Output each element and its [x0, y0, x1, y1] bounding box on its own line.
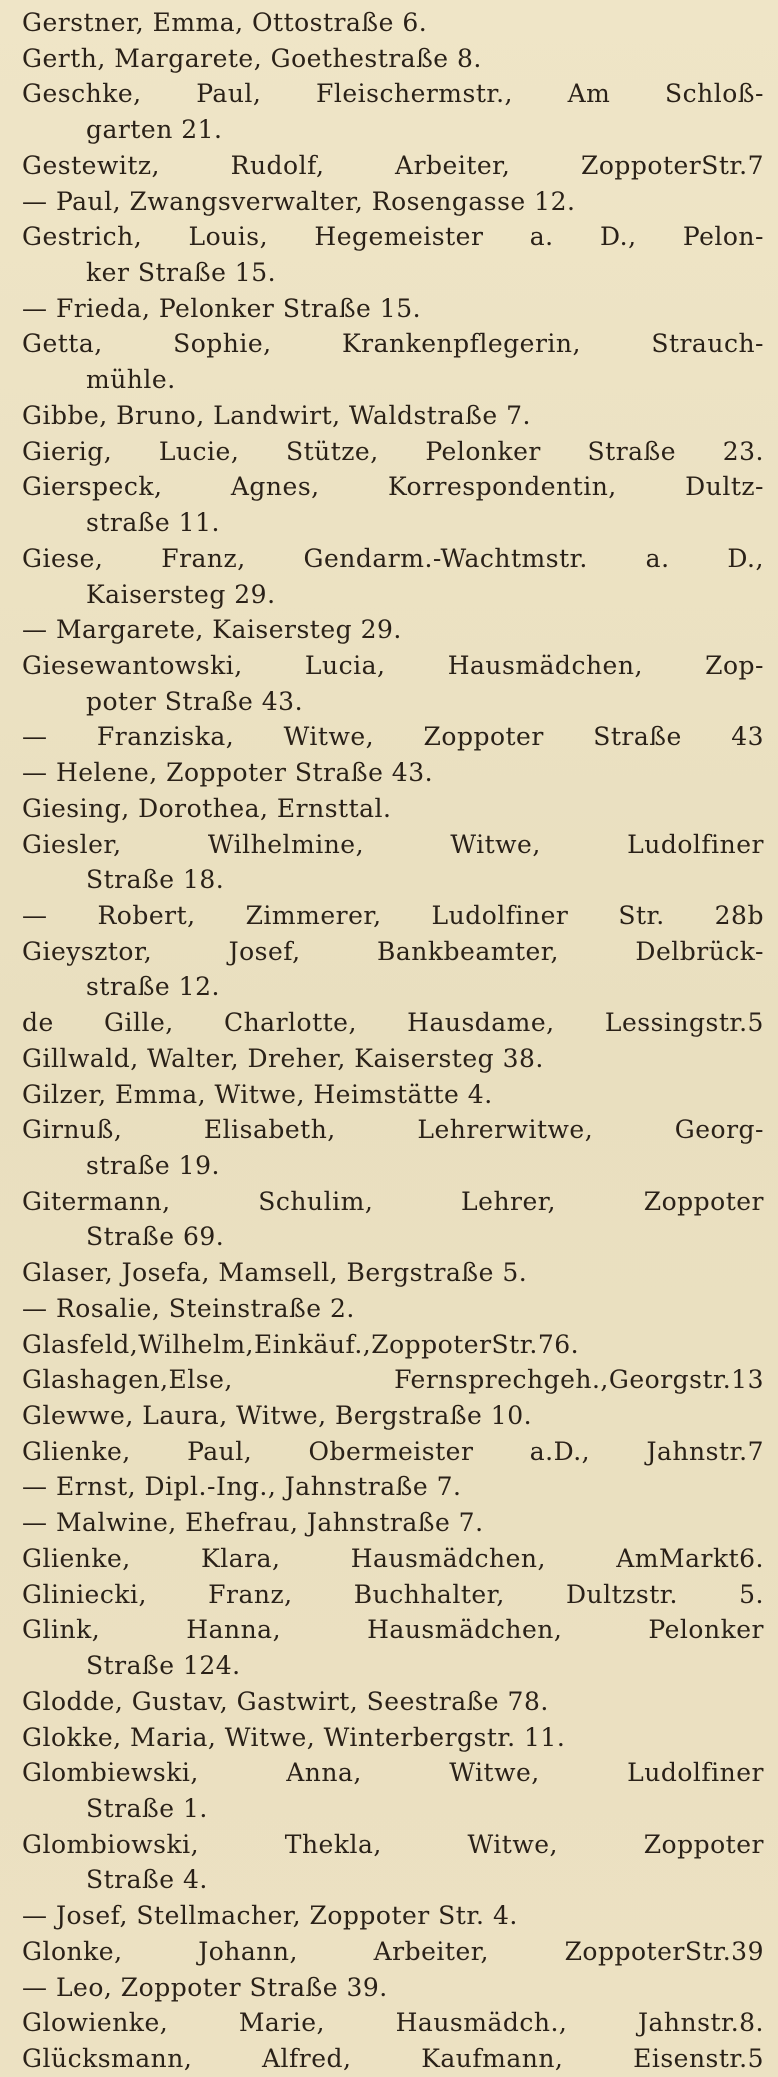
- entry-continuation-line: Kaisersteg 29.: [86, 579, 276, 609]
- directory-entry-line: Gierspeck, Agnes, Korrespondentin, Dultz-: [22, 472, 764, 502]
- directory-entry-line: Giese, Franz, Gendarm.-Wachtmstr. a. D.,: [22, 543, 764, 573]
- directory-entry-line: Gitermann, Schulim, Lehrer, Zoppoter: [22, 1186, 764, 1216]
- directory-entry-line: Gierig, Lucie, Stütze, Pelonker Straße 23.: [22, 436, 764, 466]
- directory-entry-line: Glombiewski, Anna, Witwe, Ludolfiner: [22, 1758, 764, 1788]
- directory-entry-line: Girnuß, Elisabeth, Lehrerwitwe, Georg-: [22, 1115, 764, 1145]
- directory-entry-line: Glaser, Josefa, Mamsell, Bergstraße 5.: [22, 1258, 528, 1288]
- directory-entry-line: Glasfeld,Wilhelm,Einkäuf.,ZoppoterStr.76.: [22, 1329, 580, 1359]
- directory-entry-line: Glonke, Johann, Arbeiter, ZoppoterStr.39: [22, 1936, 764, 1966]
- directory-entry-line: Gestewitz, Rudolf, Arbeiter, ZoppoterStr.7: [22, 150, 764, 180]
- directory-entry-line: Gerth, Margarete, Goethestraße 8.: [22, 43, 482, 73]
- directory-entry-line: Giesler, Wilhelmine, Witwe, Ludolfiner: [22, 829, 764, 859]
- directory-entry-line: Glienke, Klara, Hausmädchen, AmMarkt6.: [22, 1543, 764, 1573]
- directory-entry-line: Gillwald, Walter, Dreher, Kaisersteg 38.: [22, 1043, 544, 1073]
- directory-entry-line: Glashagen,Else, Fernsprechgeh.,Georgstr.13: [22, 1365, 764, 1395]
- directory-entry-line: Gieysztor, Josef, Bankbeamter, Delbrück-: [22, 936, 764, 966]
- directory-entry-line: — Helene, Zoppoter Straße 43.: [22, 758, 434, 788]
- directory-entry-line: Glücksmann, Alfred, Kaufmann, Eisenstr.5: [22, 2043, 764, 2073]
- entry-continuation-line: Straße 4.: [86, 1865, 208, 1895]
- entry-continuation-line: Straße 1.: [86, 1793, 208, 1823]
- directory-entry-line: — Margarete, Kaisersteg 29.: [22, 615, 402, 645]
- directory-entry-line: de Gille, Charlotte, Hausdame, Lessingstr.5: [22, 1008, 764, 1038]
- directory-entry-line: Gilzer, Emma, Witwe, Heimstätte 4.: [22, 1079, 493, 1109]
- directory-entry-line: — Malwine, Ehefrau, Jahnstraße 7.: [22, 1508, 484, 1538]
- entry-continuation-line: Straße 69.: [86, 1222, 225, 1252]
- directory-entry-line: Glokke, Maria, Witwe, Winterbergstr. 11.: [22, 1722, 566, 1752]
- entry-continuation-line: Straße 124.: [86, 1651, 241, 1681]
- directory-entry-line: — Franziska, Witwe, Zoppoter Straße 43: [22, 722, 764, 752]
- directory-entry-line: Getta, Sophie, Krankenpflegerin, Strauch-: [22, 329, 764, 359]
- directory-entry-line: Giesing, Dorothea, Ernsttal.: [22, 793, 392, 823]
- directory-entry-line: Glodde, Gustav, Gastwirt, Seestraße 78.: [22, 1686, 549, 1716]
- directory-entry-line: Glienke, Paul, Obermeister a.D., Jahnstr.7: [22, 1436, 764, 1466]
- directory-entry-line: — Robert, Zimmerer, Ludolfiner Str. 28b: [22, 900, 764, 930]
- directory-entry-line: — Rosalie, Steinstraße 2.: [22, 1293, 355, 1323]
- directory-entry-line: Glombiowski, Thekla, Witwe, Zoppoter: [22, 1829, 764, 1859]
- directory-entry-line: Giesewantowski, Lucia, Hausmädchen, Zop-: [22, 650, 764, 680]
- directory-entry-line: — Josef, Stellmacher, Zoppoter Str. 4.: [22, 1901, 518, 1931]
- entry-continuation-line: Straße 18.: [86, 865, 225, 895]
- directory-entry-line: Geschke, Paul, Fleischermstr., Am Schloß-: [22, 79, 764, 109]
- directory-entry-line: — Leo, Zoppoter Straße 39.: [22, 1972, 388, 2002]
- directory-entry-line: Gliniecki, Franz, Buchhalter, Dultzstr. 5.: [22, 1579, 764, 1609]
- directory-entry-line: — Ernst, Dipl.-Ing., Jahnstraße 7.: [22, 1472, 462, 1502]
- entry-continuation-line: garten 21.: [86, 115, 223, 145]
- entry-continuation-line: mühle.: [86, 365, 176, 395]
- directory-entry-line: — Paul, Zwangsverwalter, Rosengasse 12.: [22, 186, 576, 216]
- entry-continuation-line: straße 19.: [86, 1151, 220, 1180]
- directory-entry-line: — Frieda, Pelonker Straße 15.: [22, 293, 422, 323]
- entry-continuation-line: straße 12.: [86, 972, 220, 1002]
- entry-continuation-line: poter Straße 43.: [86, 686, 304, 716]
- entry-continuation-line: ker Straße 15.: [86, 258, 277, 288]
- directory-entry-line: Glink, Hanna, Hausmädchen, Pelonker: [22, 1615, 764, 1645]
- directory-entry-line: Glewwe, Laura, Witwe, Bergstraße 10.: [22, 1401, 533, 1431]
- directory-entry-line: Glowienke, Marie, Hausmädch., Jahnstr.8.: [22, 2008, 764, 2038]
- directory-entry-line: Gestrich, Louis, Hegemeister a. D., Pelon-: [22, 222, 764, 252]
- directory-entry-line: Gibbe, Bruno, Landwirt, Waldstraße 7.: [22, 400, 531, 430]
- entry-continuation-line: straße 11.: [86, 508, 220, 538]
- directory-entry-line: Gerstner, Emma, Ottostraße 6.: [22, 8, 428, 37]
